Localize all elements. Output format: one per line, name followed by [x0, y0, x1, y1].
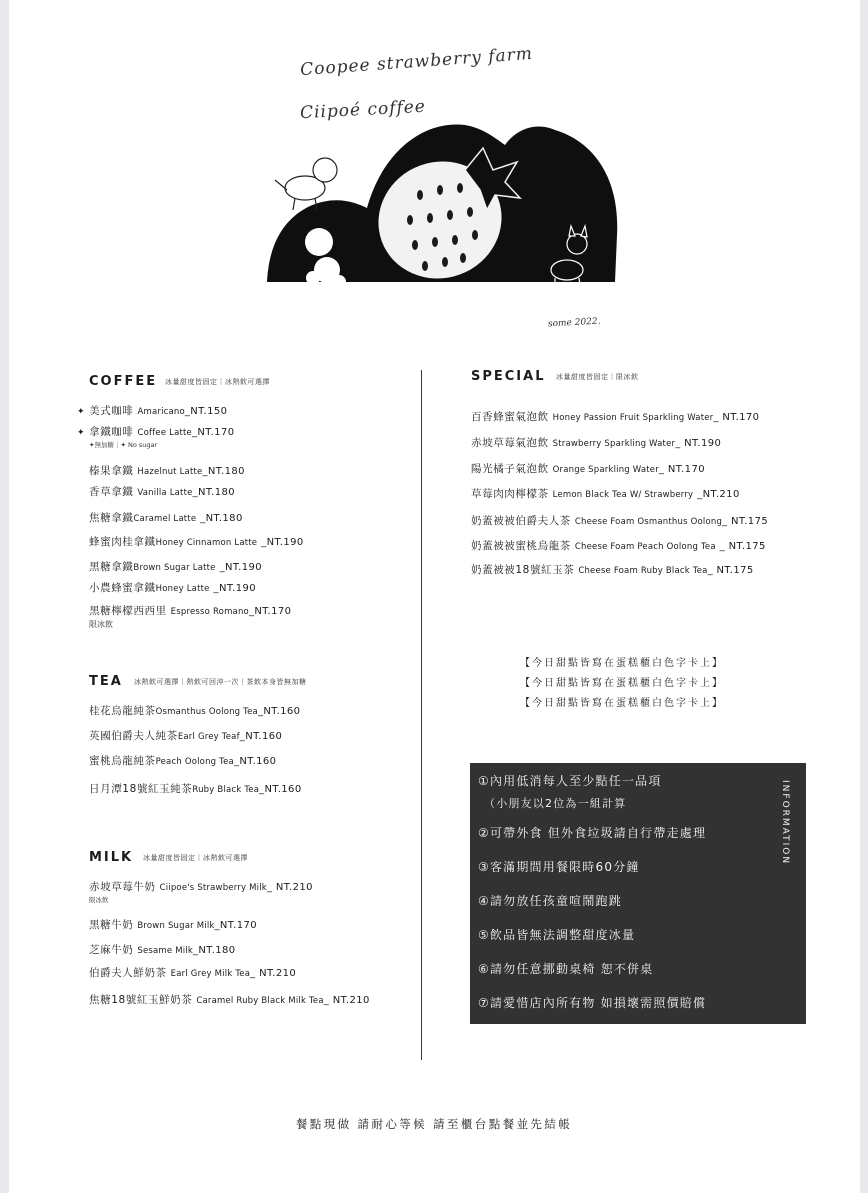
artist-signature: some 2022.	[547, 316, 601, 330]
info-rule: ②可帶外食 但外食垃圾請自行帶走處理	[478, 826, 707, 840]
info-rule: ①內用低消每人至少點任一品項	[478, 774, 662, 788]
footer-note: 餐點現做 請耐心等候 請至櫃台點餐並先結帳	[295, 1117, 573, 1131]
coffee-item: 小農蜂蜜拿鐵Honey Latte _NT.190	[89, 582, 257, 594]
special-item: 奶蓋被被蜜桃烏龍茶 Cheese Foam Peach Oolong Tea _ NT.175	[471, 540, 766, 552]
milk-item: 伯爵夫人鮮奶茶 Earl Grey Milk Tea_ NT.210	[89, 967, 297, 979]
dessert-notice: 【今日甜點皆寫在蛋糕櫃白色字卡上】	[520, 678, 724, 689]
coffee-item: 蜂蜜肉桂拿鐵Honey Cinnamon Latte _NT.190	[89, 536, 304, 548]
info-rule: ⑤飲品皆無法調整甜度冰量	[478, 928, 636, 942]
coffee-note: 冰量甜度皆固定｜冰熱飲可選擇	[165, 378, 270, 386]
info-rule: ③客滿期間用餐限時60分鐘	[478, 860, 640, 874]
special-note: 冰量甜度皆固定｜限冰飲	[556, 373, 639, 381]
special-item: 奶蓋被被18號紅玉茶 Cheese Foam Ruby Black Tea_ NT.175	[471, 564, 754, 576]
coffee-item: 黑糖檸檬西西里 Espresso Romano_NT.170	[89, 605, 292, 617]
milk-title: MILK	[89, 850, 134, 865]
milk-item: 芝麻牛奶 Sesame Milk_NT.180	[89, 944, 236, 956]
dessert-notice: 【今日甜點皆寫在蛋糕櫃白色字卡上】	[520, 698, 724, 709]
info-rule: （小朋友以2位為一組計算	[484, 797, 627, 810]
info-rule: ⑦請愛惜店內所有物 如損壞需照價賠償	[478, 996, 707, 1010]
column-divider	[421, 370, 422, 1060]
info-rule: ④請勿放任孩童喧鬧跑跳	[478, 894, 622, 908]
coffee-sugar-note: ✦無加糖｜✦ No sugar	[89, 441, 158, 449]
tea-note: 冰熱飲可選擇｜熱飲可回沖一次｜茶飲本身皆無加糖	[134, 678, 307, 686]
milk-item: 赤坡草莓牛奶 Ciipoe's Strawberry Milk_ NT.210	[89, 881, 313, 893]
handwritten-title-line2: Ciipoé coffee	[299, 96, 427, 124]
coffee-item: 香草拿鐵 Vanilla Latte_NT.180	[89, 486, 236, 498]
tea-item: 桂花烏龍純茶Osmanthus Oolong Tea_NT.160	[89, 705, 301, 717]
special-item: 奶蓋被被伯爵夫人茶 Cheese Foam Osmanthus Oolong_ NT.175	[471, 515, 769, 527]
special-item: 草莓肉肉檸檬茶 Lemon Black Tea W/ Strawberry _NT.210	[471, 488, 740, 500]
tea-item: 英國伯爵夫人純茶Earl Grey Teaf_NT.160	[89, 730, 283, 742]
star-icon: ✦	[77, 428, 86, 438]
info-rule: ⑥請勿任意挪動桌椅 恕不併桌	[478, 962, 654, 976]
milk-item: 焦糖18號紅玉鮮奶茶 Caramel Ruby Black Milk Tea_ NT.210	[89, 994, 370, 1006]
coffee-item: 黑糖拿鐵Brown Sugar Latte _NT.190	[89, 561, 263, 573]
special-title: SPECIAL	[471, 369, 546, 384]
special-item: 赤坡草莓氣泡飲 Strawberry Sparkling Water_ NT.190	[471, 437, 722, 449]
coffee-title: COFFEE	[89, 374, 158, 389]
milk-note: 冰量甜度皆固定｜冰熱飲可選擇	[143, 854, 248, 862]
information-box	[470, 763, 806, 1024]
special-item: 百香蜂蜜氣泡飲 Honey Passion Fruit Sparkling Water_ NT.170	[471, 411, 760, 423]
tea-title: TEA	[89, 674, 123, 689]
star-icon: ✦	[77, 407, 86, 417]
coffee-iced-note: 限冰飲	[89, 620, 113, 629]
tea-item: 日月潭18號紅玉純茶Ruby Black Tea_NT.160	[89, 783, 302, 795]
milk-item: 黑糖牛奶 Brown Sugar Milk_NT.170	[89, 919, 257, 931]
tea-item: 蜜桃烏龍純茶Peach Oolong Tea_NT.160	[89, 755, 277, 767]
information-label: INFORMATION	[780, 780, 790, 866]
handwritten-title-line1: Coopee strawberry farm	[299, 43, 534, 81]
dessert-notice: 【今日甜點皆寫在蛋糕櫃白色字卡上】	[520, 658, 724, 669]
coffee-item: ✦ 美式咖啡 Amaricano_NT.150	[77, 405, 228, 417]
coffee-item: 榛果拿鐵 Hazelnut Latte_NT.180	[89, 465, 245, 477]
coffee-item: 焦糖拿鐵Caramel Latte _NT.180	[89, 512, 243, 524]
special-item: 陽光橘子氣泡飲 Orange Sparkling Water_ NT.170	[471, 463, 705, 475]
milk-iced-note: 限冰飲	[89, 896, 109, 904]
coffee-item: ✦ 拿鐵咖啡 Coffee Latte_NT.170	[77, 426, 235, 438]
